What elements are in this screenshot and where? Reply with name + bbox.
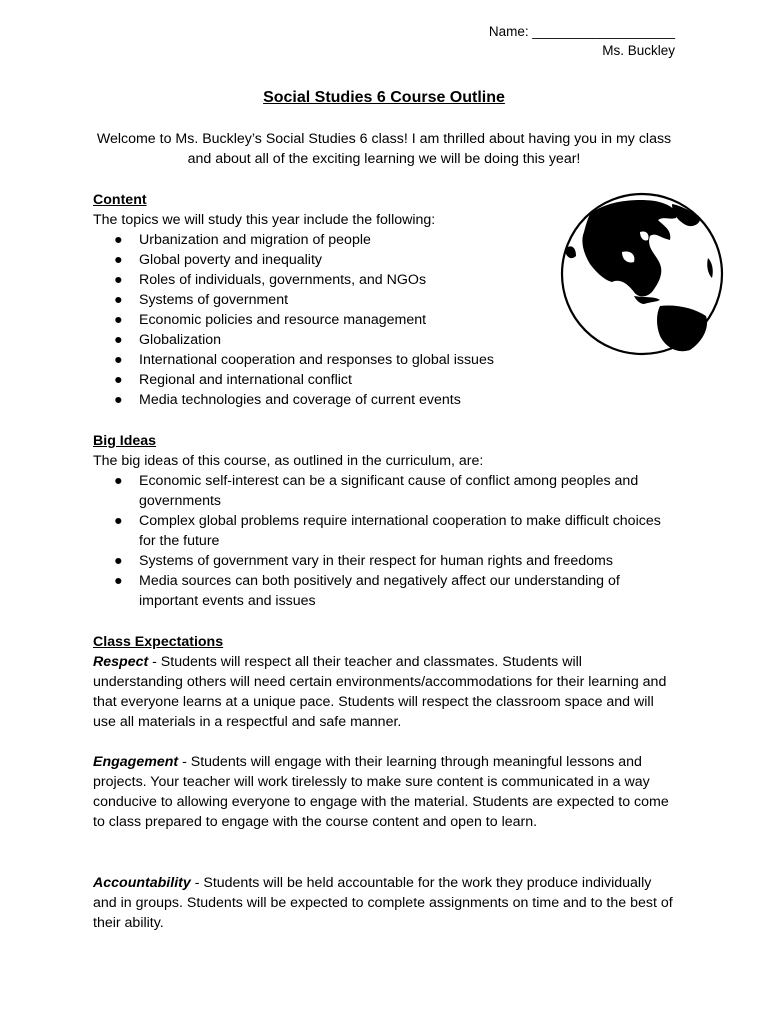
bullet-icon: ● (114, 252, 123, 268)
big-ideas-heading: Big Ideas (93, 433, 157, 449)
content-intro: The topics we will study this year include the following: (93, 212, 436, 228)
respect-term: Respect (93, 654, 149, 670)
list-item-text: Systems of government vary in their respect for human rights and freedoms (139, 553, 613, 569)
list-item (93, 390, 675, 410)
list-item-text: Global poverty and inequality (139, 252, 322, 268)
engagement-term: Engagement (93, 754, 179, 770)
list-item (93, 571, 675, 611)
big-ideas-section (93, 431, 675, 611)
list-item (93, 370, 675, 390)
accountability-paragraph (93, 873, 675, 933)
list-item-text: Systems of government (139, 292, 289, 308)
name-field-label: Name: ___________________ (488, 24, 675, 39)
list-item (93, 511, 675, 551)
bullet-icon: ● (114, 553, 123, 569)
bullet-icon: ● (114, 473, 123, 489)
engagement-paragraph (93, 752, 675, 832)
big-ideas-intro: The big ideas of this course, as outlined in the curriculum, are: (93, 453, 484, 469)
bullet-icon: ● (114, 292, 123, 308)
bullet-icon: ● (114, 513, 123, 529)
list-item-text: Media technologies and coverage of current events (139, 392, 461, 408)
list-item-text: Economic self-interest can be a significant cause of conflict among peoples and governments (139, 473, 639, 509)
list-item-text: Media sources can both positively and negatively affect our understanding of important events and issues (139, 573, 620, 609)
bullet-icon: ● (114, 312, 123, 328)
list-item-text: Regional and international conflict (139, 372, 352, 388)
accountability-text: - Students will be held accountable for the work they produce individually and in groups. Students will be expected to complete assignments on time and to the best of their ability. (93, 875, 673, 931)
bullet-icon: ● (114, 332, 123, 348)
list-item-text: International cooperation and responses to global issues (139, 352, 494, 368)
bullet-icon: ● (114, 573, 123, 589)
class-expectations-section (93, 632, 675, 652)
big-ideas-list (93, 471, 675, 611)
class-expectations-heading: Class Expectations (93, 634, 224, 650)
list-item-text: Globalization (139, 332, 222, 348)
bullet-icon: ● (114, 392, 123, 408)
bullet-icon: ● (114, 372, 123, 388)
bullet-icon: ● (114, 232, 123, 248)
list-item (93, 471, 675, 511)
accountability-term: Accountability (93, 875, 191, 891)
content-heading: Content (93, 192, 147, 208)
list-item-text: Urbanization and migration of people (139, 232, 371, 248)
bullet-icon: ● (114, 352, 123, 368)
page-title: Social Studies 6 Course Outline (263, 89, 505, 106)
list-item-text: Roles of individuals, governments, and NGOs (139, 272, 427, 288)
globe-icon (560, 192, 724, 356)
welcome-paragraph: Welcome to Ms. Buckley’s Social Studies 6 class! I am thrilled about having you in my class and about all of the exciting learning we will be doing this year! (96, 131, 672, 167)
respect-paragraph (93, 652, 675, 732)
respect-text: - Students will respect all their teacher and classmates. Students will understanding others will need certain environments/accommodations for their learning and that everyone learns at a unique pace. Students will respect the classroom space and will use all materials in a respectful and safe manner. (93, 654, 667, 730)
list-item-text: Complex global problems require international cooperation to make difficult choices for the future (139, 513, 661, 549)
bullet-icon: ● (114, 272, 123, 288)
teacher-name: Ms. Buckley (602, 43, 675, 58)
list-item-text: Economic policies and resource management (139, 312, 427, 328)
list-item (93, 551, 675, 571)
engagement-text: - Students will engage with their learning through meaningful lessons and projects. Your teacher will work tirelessly to make sure content is communicated in a way conducive to allowing everyone to engage with the material. Students are expected to come to class prepared to engage with the course content and open to learn. (93, 754, 669, 830)
